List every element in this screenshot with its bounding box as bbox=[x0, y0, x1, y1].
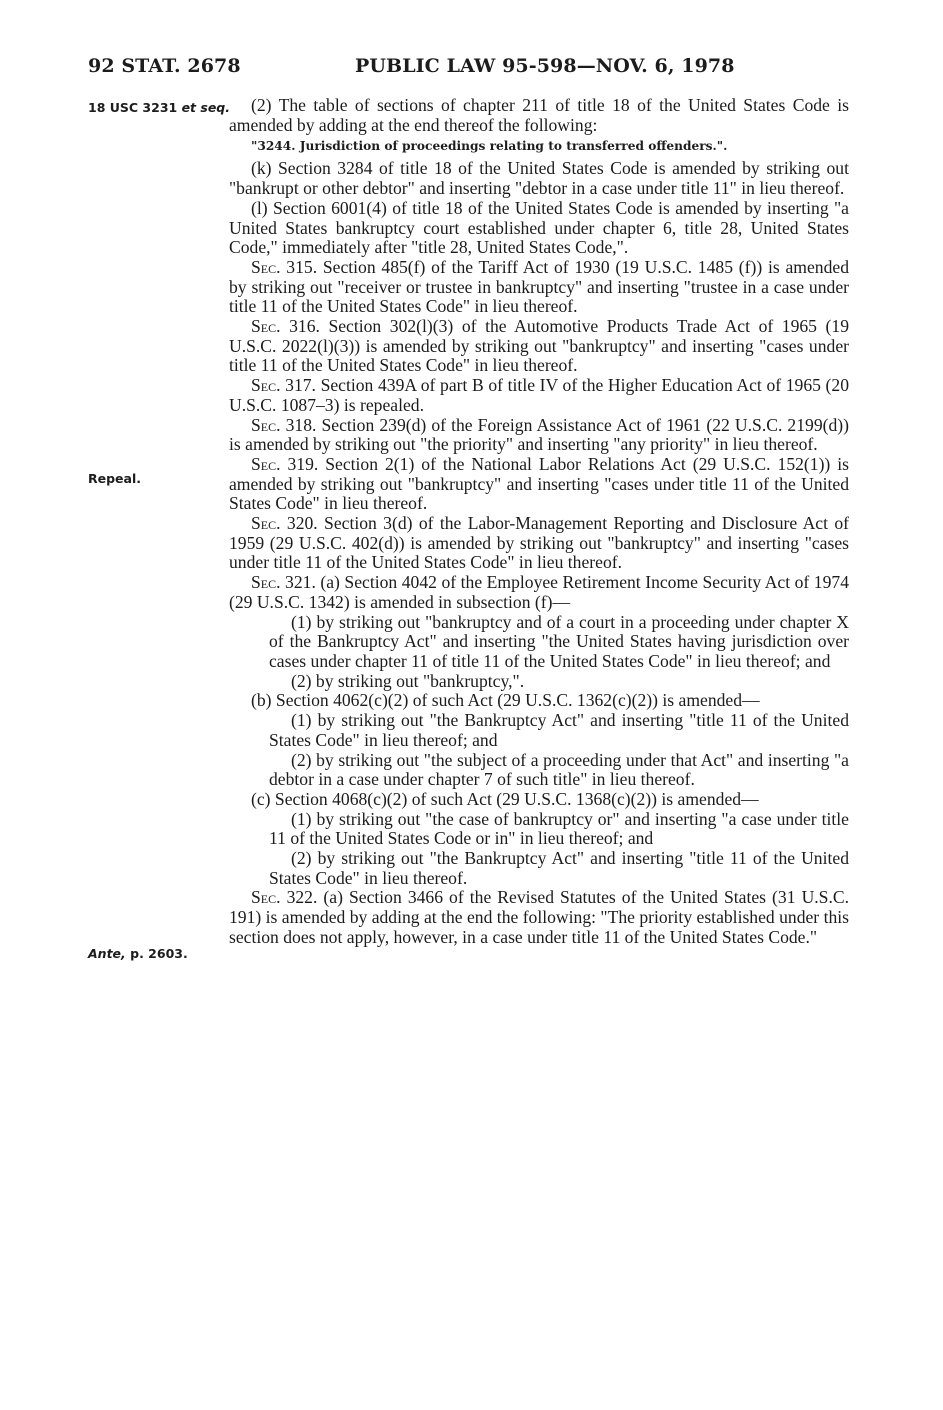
section-316-text: 316. Section 302(l)(3) of the Automotive Products Trade Act of 1965 (19 U.S.C. 2022(l)(3)) is amended by striking out "bankruptcy" and inserting "cases under title 11 of the United States Code" in lieu thereof. bbox=[229, 316, 849, 376]
sec-label: Sec. bbox=[251, 513, 281, 534]
margin-note-repeal: Repeal. bbox=[88, 471, 141, 486]
section-317 bbox=[229, 376, 849, 415]
sec-label: Sec. bbox=[251, 414, 281, 435]
statute-body bbox=[229, 96, 849, 948]
margin-note-ante bbox=[88, 946, 188, 962]
section-315 bbox=[229, 258, 849, 317]
margin-note-usc bbox=[88, 100, 230, 116]
paragraph-table-amendment: (2) The table of sections of chapter 211 of title 18 of the United States Code is amended by adding at the end thereof the following: bbox=[229, 95, 849, 135]
section-316 bbox=[229, 317, 849, 376]
section-321-a1: (1) by striking out "bankruptcy and of a court in a proceeding under chapter X of the Bankruptcy Act" and inserting "the United States having jurisdiction over cases under chapter 11 of title 11 of the United States Code" in lieu thereof; and bbox=[269, 611, 849, 671]
margin-note-ante-page: p. 2603. bbox=[125, 946, 188, 961]
sec-label: Sec. bbox=[251, 316, 281, 337]
section-321-b1: (1) by striking out "the Bankruptcy Act" and inserting "title 11 of the United States Code" in lieu thereof; and bbox=[269, 710, 849, 750]
section-321-b2: (2) by striking out "the subject of a proceeding under that Act" and inserting "a debtor in a case under chapter 7 of such title" in lieu thereof. bbox=[269, 749, 849, 790]
sec-label: Sec. bbox=[251, 256, 281, 277]
section-322-text: 322. (a) Section 3466 of the Revised Statutes of the United States (31 U.S.C. 191) is amended by adding at the end the following: "The priority established under this section does not apply, however, in a case under title 11 of the United States Code." bbox=[229, 887, 849, 947]
section-321-c1: (1) by striking out "the case of bankruptcy or" and inserting "a case under title 11 of the United States Code or in" in lieu thereof; and bbox=[269, 808, 849, 849]
margin-note-ante-italic: Ante, bbox=[88, 946, 126, 961]
section-321-c: (c) Section 4068(c)(2) of such Act (29 U.S.C. 1368(c)(2)) is amended— bbox=[251, 788, 759, 809]
section-321-text: 321. (a) Section 4042 of the Employee Retirement Income Security Act of 1974 (29 U.S.C. 1342) is amended in subsection (f)— bbox=[229, 572, 849, 612]
section-318 bbox=[229, 416, 849, 455]
paragraph-k: (k) Section 3284 of title 18 of the United States Code is amended by striking out "bankrupt or other debtor" and inserting "debtor in a case under title 11" in lieu thereof. bbox=[229, 158, 849, 199]
sec-label: Sec. bbox=[251, 887, 281, 908]
section-320-text: 320. Section 3(d) of the Labor-Management Reporting and Disclosure Act of 1959 (29 U.S.C. 402(d)) is amended by striking out "bankruptcy" and inserting "cases under title 11 of the United States Code" in lieu thereof. bbox=[229, 513, 849, 573]
margin-note-et-seq: et seq. bbox=[181, 100, 230, 115]
section-319 bbox=[229, 455, 849, 514]
paragraph-l: (l) Section 6001(4) of title 18 of the United States Code is amended by inserting "a United States bankruptcy court established under chapter 6, title 28, United States Code," immediately after "title 28, United States Code,". bbox=[229, 197, 849, 258]
section-321-b: (b) Section 4062(c)(2) of such Act (29 U.S.C. 1362(c)(2)) is amended— bbox=[251, 690, 760, 711]
sec-label: Sec. bbox=[251, 375, 281, 396]
section-317-text: 317. Section 439A of part B of title IV of the Higher Education Act of 1965 (20 U.S.C. 1087–3) is repealed. bbox=[229, 375, 849, 415]
section-315-text: 315. Section 485(f) of the Tariff Act of 1930 (19 U.S.C. 1485 (f)) is amended by striking out "receiver or trustee in bankruptcy" and inserting "trustee in a case under title 11 of the United States Code" in lieu thereof. bbox=[229, 256, 849, 317]
section-318-text: 318. Section 239(d) of the Foreign Assistance Act of 1961 (22 U.S.C. 2199(d)) is amended by striking out "the priority" and inserting "any priority" in lieu thereof. bbox=[229, 414, 849, 455]
statute-page-number: 92 STAT. 2678 bbox=[88, 55, 241, 77]
section-322 bbox=[229, 888, 849, 947]
section-320 bbox=[229, 514, 849, 573]
section-321-c2: (2) by striking out "the Bankruptcy Act" and inserting "title 11 of the United States Code" in lieu thereof. bbox=[269, 848, 849, 888]
sec-label: Sec. bbox=[251, 453, 281, 474]
section-321-a2: (2) by striking out "bankruptcy,". bbox=[291, 670, 525, 691]
section-319-text: 319. Section 2(1) of the National Labor Relations Act (29 U.S.C. 152(1)) is amended by striking out "bankruptcy" and inserting "cases under title 11 of the United States Code" in lieu thereof. bbox=[229, 453, 849, 514]
margin-note-usc-text: 18 USC 3231 bbox=[88, 100, 178, 115]
section-321 bbox=[229, 573, 849, 612]
sec-label: Sec. bbox=[251, 572, 281, 593]
section-3244-entry: "3244. Jurisdiction of proceedings relating to transferred offenders.". bbox=[251, 139, 728, 154]
public-law-title: PUBLIC LAW 95-598—NOV. 6, 1978 bbox=[355, 55, 735, 77]
